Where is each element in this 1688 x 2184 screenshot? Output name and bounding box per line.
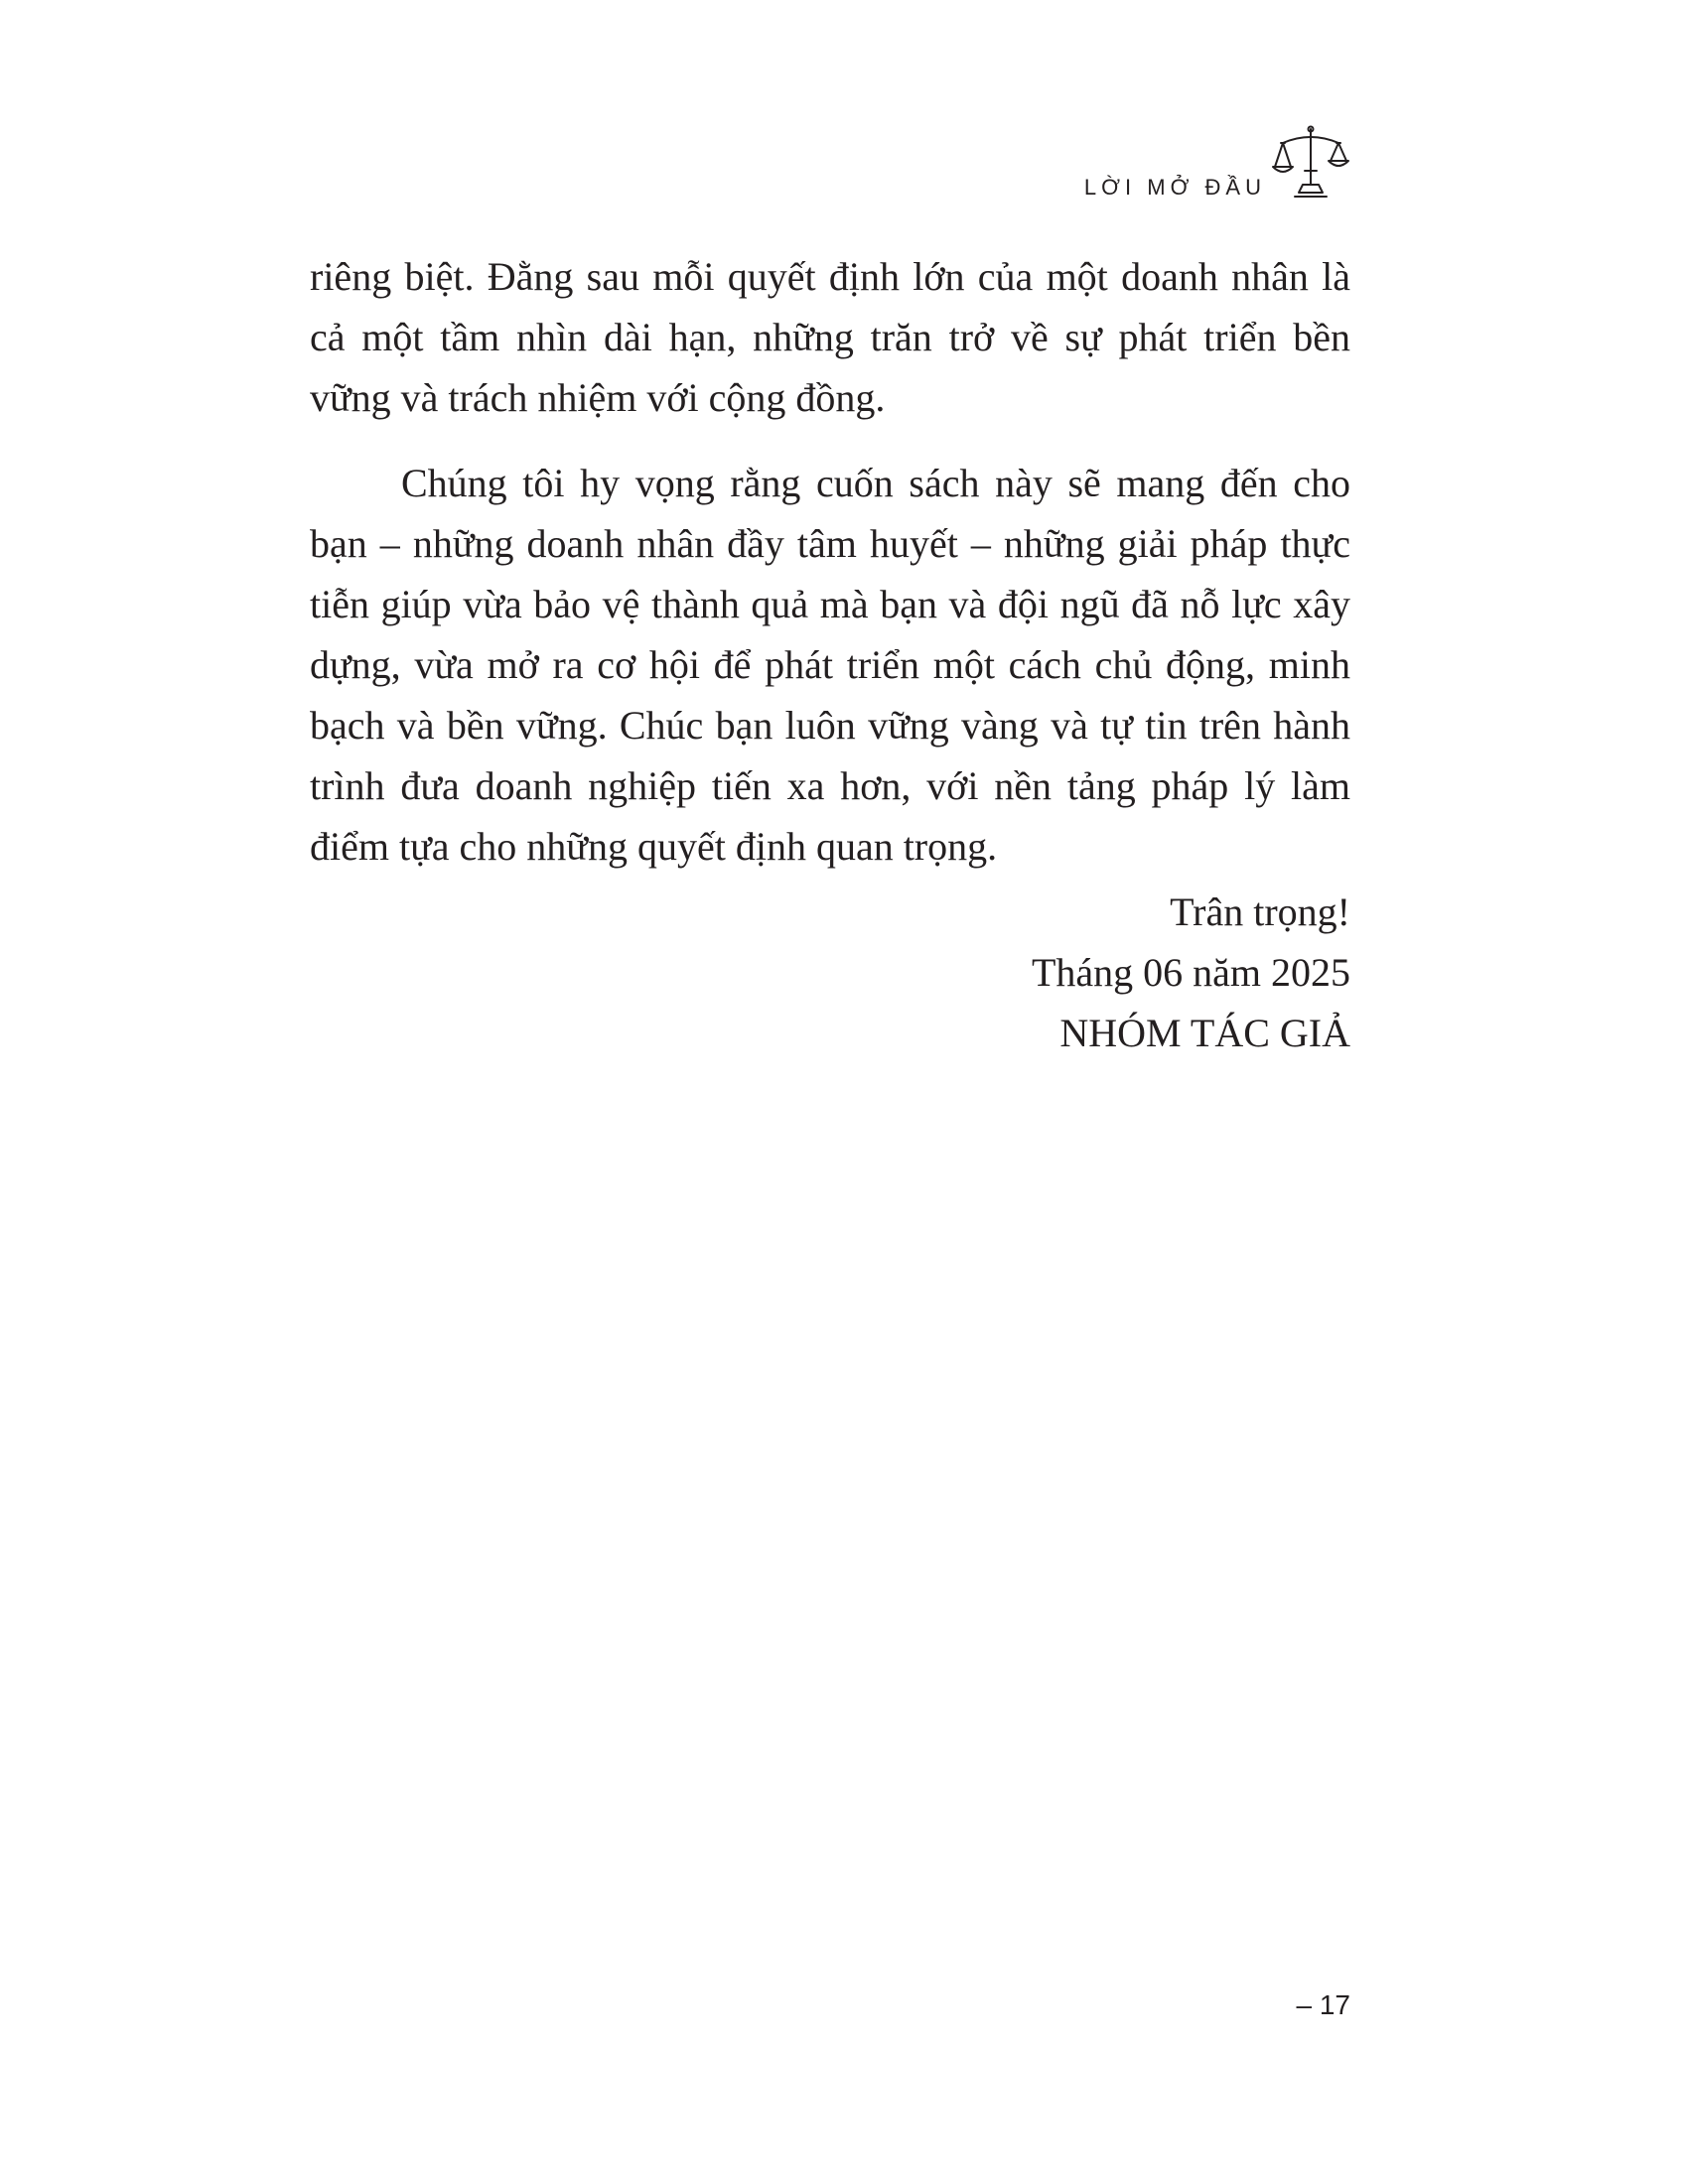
running-header-title: LỜI MỞ ĐẦU xyxy=(1083,175,1266,200)
page-number: – 17 xyxy=(1296,1989,1350,2020)
body-text xyxy=(310,246,1350,901)
closing-signature: NHÓM TÁC GIẢ xyxy=(1059,1011,1350,1055)
paragraph-continuation: riêng biệt. Đằng sau mỗi quyết định lớn của một doanh nhân là cả một tầm nhìn dài hạn, những trăn trở về sự phát triển bền vững và trách nhiệm với cộng đồng. xyxy=(310,254,1350,420)
scales-of-justice-icon xyxy=(1271,123,1350,203)
closing-date: Tháng 06 năm 2025 xyxy=(1031,950,1350,995)
closing-regards: Trân trọng! xyxy=(1170,889,1350,934)
closing-block xyxy=(794,882,1350,1063)
paragraph-hope: Chúng tôi hy vọng rằng cuốn sách này sẽ mang đến cho bạn – những doanh nhân đầy tâm huyết – những giải pháp thực tiễn giúp vừa bảo vệ thành quả mà bạn và đội ngũ đã nỗ lực xây dựng, vừa mở ra cơ hội để phát triển một cách chủ động, minh bạch và bền vững. Chúc bạn luôn vững vàng và tự tin trên hành trình đưa doanh nghiệp tiến xa hơn, với nền tảng pháp lý làm điểm tựa cho những quyết định quan trọng. xyxy=(310,461,1350,869)
